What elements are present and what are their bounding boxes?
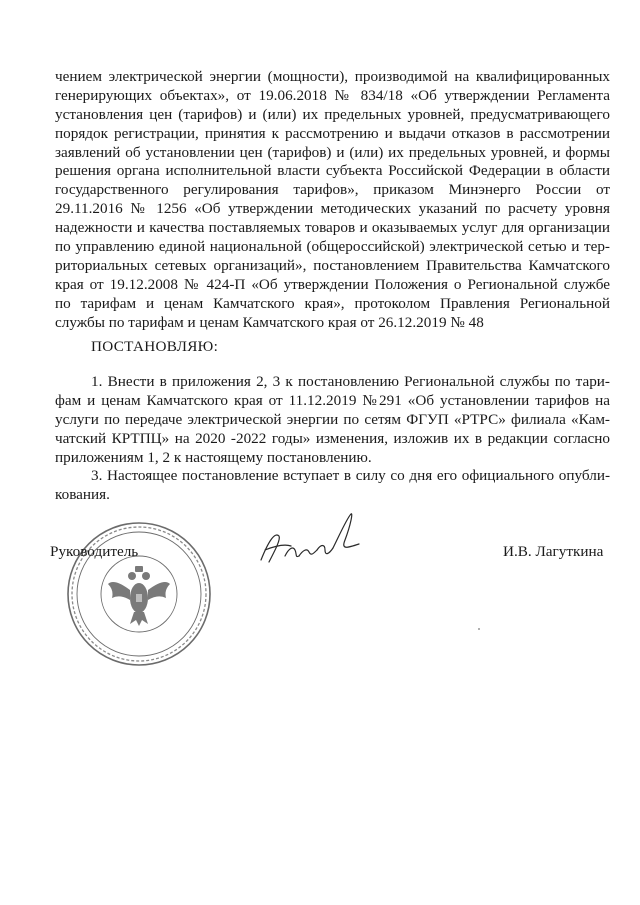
item-1-line: фам и ценам Камчатского края от 11.12.2019 №291 «Об установлении тарифов на <box>55 391 610 409</box>
text-line: по тарифам и ценам Камчатского края», протоколом Правления Региональной <box>55 294 610 312</box>
signatory-name: И.В. Лагуткина <box>503 543 604 560</box>
resolution-items <box>55 373 610 505</box>
signatory-position: Руководитель <box>50 543 139 560</box>
item-3-line: 3. Настоящее постановление вступает в силу со дня его официального опубли- <box>91 467 610 485</box>
text-line: генерирующих объектах», от 19.06.2018 № 834/18 «Об утверждении Регламента <box>55 86 610 104</box>
text-line: государственного регулирования тарифов», приказом Минэнерго России от <box>55 181 610 199</box>
text-line: края от 19.12.2008 № 424-П «Об утверждении Положения о Региональной службе <box>55 275 610 293</box>
item-1-line: чатский КРТПЦ» на 2020 -2022 годы» изменения, изложив их в редакции согласно <box>55 429 610 447</box>
text-line: риториальных сетевых организаций», постановлением Правительства Камчатского <box>55 256 610 274</box>
resolution-heading: ПОСТАНОВЛЯЮ: <box>91 338 219 355</box>
item-1-line: приложениям 1, 2 к настоящему постановлению. <box>55 448 372 466</box>
preamble-paragraph <box>55 68 610 332</box>
item-1-line: услуги по передаче электрической энергии по сетям ФГУП «РТРС» филиала «Кам- <box>55 410 610 428</box>
text-line: надежности и качества поставляемых товаров и оказываемых услуг для организации <box>55 219 610 237</box>
scan-speck <box>478 628 480 630</box>
handwritten-signature-icon <box>255 510 365 575</box>
text-line: по управлению единой национальной (общероссийской) электрической сетью и тер- <box>55 238 610 256</box>
text-line: службы по тарифам и ценам Камчатского края от 26.12.2019 № 48 <box>55 313 484 331</box>
text-line: решения органа исполнительной власти субъекта Российской Федерации в области <box>55 162 610 180</box>
text-line: 29.11.2016 № 1256 «Об утверждении методических указаний по расчету уровня <box>55 200 610 218</box>
text-line: заявлений об установлении цен (тарифов) и (или) их предельных уровней, и формы <box>55 143 610 161</box>
text-line: порядок регистрации, принятия к рассмотрению и выдачи отказов в рассмотрении <box>55 124 610 142</box>
text-line: установления цен (тарифов) и (или) их предельных уровней, предусматривающего <box>55 105 610 123</box>
item-3-line: кования. <box>55 486 110 504</box>
text-line: чением электрической энергии (мощности), производимой на квалифицированных <box>55 68 610 85</box>
item-1-line: 1. Внести в приложения 2, 3 к постановлению Региональной службы по тари- <box>91 373 610 390</box>
